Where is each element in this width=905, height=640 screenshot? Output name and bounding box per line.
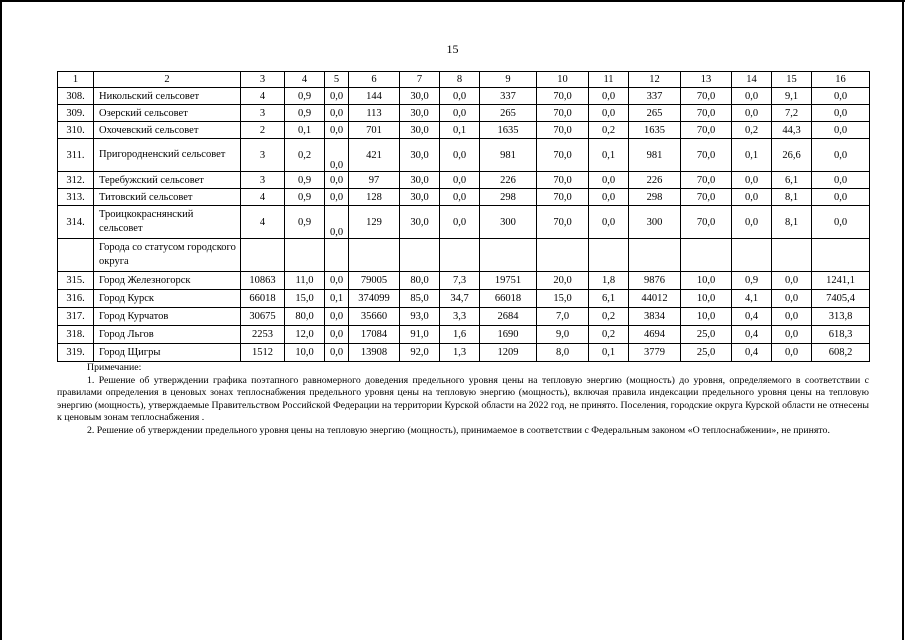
table-row	[58, 272, 870, 290]
value-cell: 0,9	[285, 88, 325, 105]
value-cell: 0,0	[325, 139, 349, 172]
value-cell: 0,0	[812, 88, 870, 105]
table-row	[58, 189, 870, 206]
value-cell: 30,0	[400, 139, 440, 172]
table-row	[58, 139, 870, 172]
empty-cell	[480, 239, 537, 272]
value-cell: 300	[629, 206, 681, 239]
value-cell: 313,8	[812, 308, 870, 326]
empty-cell	[241, 239, 285, 272]
value-cell: 0,0	[772, 308, 812, 326]
note-item-1: 1. Решение об утверждении графика поэтапного равномерного доведения предельного уровня цены на тепловую энергию (мощность) до уровня, определяемого в соответствии с правилами определения в ценовых зонах теплоснабжения предельного уровня цены на тепловую энергию (мощность), включая правила индексации предельного уровня цены на тепловую энергию (мощность), утверждаемые Правительством Российской Федерации на территории Курской области на 2022 год, не принято. Поселения, городские округа Курской области не отнесены к ценовым зонам теплоснабжения .	[57, 374, 869, 423]
note-item-2: 2. Решение об утверждении предельного уровня цены на тепловую энергию (мощность), принимаемое в соответствии с Федеральным законом «О теплоснабжении», не принято.	[87, 424, 830, 436]
empty-cell	[400, 239, 440, 272]
value-cell: 70,0	[681, 88, 732, 105]
value-cell: 0,0	[325, 344, 349, 362]
row-number-cell: 315.	[58, 272, 94, 290]
table-row	[58, 105, 870, 122]
header-cell: 11	[589, 72, 629, 88]
empty-cell	[589, 239, 629, 272]
table-header-row	[58, 72, 870, 88]
value-cell: 4	[241, 206, 285, 239]
value-cell: 30675	[241, 308, 285, 326]
value-cell: 113	[349, 105, 400, 122]
page-number: 15	[446, 42, 459, 56]
value-cell: 3	[241, 105, 285, 122]
value-cell: 1635	[629, 122, 681, 139]
value-cell: 0,0	[440, 105, 480, 122]
value-cell: 7,3	[440, 272, 480, 290]
value-cell: 0,1	[589, 139, 629, 172]
value-cell: 374099	[349, 290, 400, 308]
value-cell: 4,1	[732, 290, 772, 308]
value-cell: 2684	[480, 308, 537, 326]
value-cell: 701	[349, 122, 400, 139]
value-cell: 1241,1	[812, 272, 870, 290]
value-cell: 0,9	[285, 105, 325, 122]
value-cell: 0,4	[732, 308, 772, 326]
value-cell: 70,0	[681, 122, 732, 139]
value-cell: 3834	[629, 308, 681, 326]
row-number-cell: 311.	[58, 139, 94, 172]
value-cell: 0,0	[440, 139, 480, 172]
scan-edge-top	[0, 0, 905, 2]
value-cell: 0,0	[812, 189, 870, 206]
value-cell: 10,0	[681, 290, 732, 308]
value-cell: 0,0	[772, 344, 812, 362]
value-cell: 0,0	[440, 88, 480, 105]
value-cell: 3	[241, 139, 285, 172]
data-table	[57, 71, 870, 362]
value-cell: 0,1	[285, 122, 325, 139]
value-cell: 70,0	[537, 139, 589, 172]
value-cell: 70,0	[537, 206, 589, 239]
value-cell: 4694	[629, 326, 681, 344]
value-cell: 0,0	[589, 172, 629, 189]
value-cell: 10,0	[681, 308, 732, 326]
value-cell: 66018	[480, 290, 537, 308]
row-name-cell: Город Щигры	[94, 344, 241, 362]
value-cell: 44,3	[772, 122, 812, 139]
section-header-row	[58, 239, 870, 272]
value-cell: 0,0	[589, 88, 629, 105]
table-row	[58, 290, 870, 308]
value-cell: 0,1	[589, 344, 629, 362]
value-cell: 337	[480, 88, 537, 105]
value-cell: 0,0	[732, 105, 772, 122]
value-cell: 9876	[629, 272, 681, 290]
empty-cell	[681, 239, 732, 272]
value-cell: 0,0	[325, 326, 349, 344]
value-cell: 0,0	[325, 172, 349, 189]
value-cell: 20,0	[537, 272, 589, 290]
row-name-cell: Троицкокраснянский сельсовет	[94, 206, 241, 239]
value-cell: 15,0	[537, 290, 589, 308]
value-cell: 70,0	[681, 105, 732, 122]
header-cell: 3	[241, 72, 285, 88]
section-number-cell	[58, 239, 94, 272]
value-cell: 0,0	[812, 105, 870, 122]
empty-cell	[629, 239, 681, 272]
value-cell: 298	[480, 189, 537, 206]
value-cell: 265	[480, 105, 537, 122]
value-cell: 34,7	[440, 290, 480, 308]
value-cell: 25,0	[681, 344, 732, 362]
table-row	[58, 326, 870, 344]
value-cell: 0,0	[325, 272, 349, 290]
value-cell: 70,0	[537, 172, 589, 189]
value-cell: 0,0	[589, 206, 629, 239]
row-number-cell: 310.	[58, 122, 94, 139]
value-cell: 79005	[349, 272, 400, 290]
value-cell: 70,0	[537, 88, 589, 105]
value-cell: 226	[480, 172, 537, 189]
value-cell: 70,0	[681, 206, 732, 239]
value-cell: 0,1	[325, 290, 349, 308]
header-cell: 6	[349, 72, 400, 88]
header-cell: 4	[285, 72, 325, 88]
value-cell: 70,0	[537, 189, 589, 206]
value-cell: 0,0	[589, 189, 629, 206]
value-cell: 92,0	[400, 344, 440, 362]
value-cell: 97	[349, 172, 400, 189]
value-cell: 8,1	[772, 206, 812, 239]
value-cell: 70,0	[537, 122, 589, 139]
value-cell: 0,0	[325, 88, 349, 105]
notes-block	[57, 362, 869, 437]
value-cell: 144	[349, 88, 400, 105]
value-cell: 0,1	[732, 139, 772, 172]
value-cell: 0,0	[440, 172, 480, 189]
value-cell: 0,1	[440, 122, 480, 139]
header-cell: 12	[629, 72, 681, 88]
table-row	[58, 88, 870, 105]
value-cell: 7,2	[772, 105, 812, 122]
value-cell: 981	[480, 139, 537, 172]
value-cell: 2253	[241, 326, 285, 344]
value-cell: 265	[629, 105, 681, 122]
row-name-cell: Пригородненский сельсовет	[94, 139, 241, 172]
table-row	[58, 206, 870, 239]
row-number-cell: 319.	[58, 344, 94, 362]
value-cell: 300	[480, 206, 537, 239]
value-cell: 70,0	[681, 139, 732, 172]
value-cell: 0,0	[772, 290, 812, 308]
row-name-cell: Никольский сельсовет	[94, 88, 241, 105]
row-number-cell: 314.	[58, 206, 94, 239]
value-cell: 6,1	[589, 290, 629, 308]
value-cell: 0,0	[325, 206, 349, 239]
value-cell: 25,0	[681, 326, 732, 344]
value-cell: 0,0	[440, 189, 480, 206]
header-cell: 5	[325, 72, 349, 88]
value-cell: 1512	[241, 344, 285, 362]
value-cell: 0,9	[285, 172, 325, 189]
value-cell: 13908	[349, 344, 400, 362]
value-cell: 30,0	[400, 88, 440, 105]
value-cell: 10,0	[681, 272, 732, 290]
empty-cell	[732, 239, 772, 272]
value-cell: 128	[349, 189, 400, 206]
value-cell: 298	[629, 189, 681, 206]
value-cell: 1,8	[589, 272, 629, 290]
row-name-cell: Титовский сельсовет	[94, 189, 241, 206]
value-cell: 2	[241, 122, 285, 139]
value-cell: 129	[349, 206, 400, 239]
table-row	[58, 308, 870, 326]
value-cell: 618,3	[812, 326, 870, 344]
value-cell: 0,0	[772, 272, 812, 290]
row-number-cell: 316.	[58, 290, 94, 308]
value-cell: 3779	[629, 344, 681, 362]
value-cell: 1,3	[440, 344, 480, 362]
value-cell: 30,0	[400, 122, 440, 139]
scan-edge-right	[902, 0, 904, 640]
row-number-cell: 317.	[58, 308, 94, 326]
empty-cell	[325, 239, 349, 272]
header-cell: 13	[681, 72, 732, 88]
value-cell: 0,2	[589, 122, 629, 139]
value-cell: 1,6	[440, 326, 480, 344]
value-cell: 70,0	[537, 105, 589, 122]
value-cell: 91,0	[400, 326, 440, 344]
row-number-cell: 309.	[58, 105, 94, 122]
value-cell: 0,2	[285, 139, 325, 172]
value-cell: 44012	[629, 290, 681, 308]
value-cell: 0,0	[812, 139, 870, 172]
row-number-cell: 308.	[58, 88, 94, 105]
header-cell: 2	[94, 72, 241, 88]
value-cell: 226	[629, 172, 681, 189]
value-cell: 30,0	[400, 206, 440, 239]
value-cell: 30,0	[400, 189, 440, 206]
value-cell: 70,0	[681, 189, 732, 206]
value-cell: 0,0	[589, 105, 629, 122]
value-cell: 0,0	[325, 189, 349, 206]
value-cell: 7405,4	[812, 290, 870, 308]
value-cell: 17084	[349, 326, 400, 344]
value-cell: 8,0	[537, 344, 589, 362]
header-cell: 8	[440, 72, 480, 88]
value-cell: 0,0	[732, 189, 772, 206]
value-cell: 6,1	[772, 172, 812, 189]
empty-cell	[812, 239, 870, 272]
value-cell: 0,0	[812, 172, 870, 189]
value-cell: 337	[629, 88, 681, 105]
row-name-cell: Город Железногорск	[94, 272, 241, 290]
value-cell: 9,1	[772, 88, 812, 105]
empty-cell	[440, 239, 480, 272]
value-cell: 0,9	[285, 206, 325, 239]
empty-cell	[537, 239, 589, 272]
value-cell: 0,0	[440, 206, 480, 239]
header-cell: 15	[772, 72, 812, 88]
value-cell: 10,0	[285, 344, 325, 362]
empty-cell	[772, 239, 812, 272]
value-cell: 85,0	[400, 290, 440, 308]
notes-title: Примечание:	[87, 362, 142, 373]
value-cell: 80,0	[285, 308, 325, 326]
row-number-cell: 312.	[58, 172, 94, 189]
value-cell: 93,0	[400, 308, 440, 326]
empty-cell	[285, 239, 325, 272]
value-cell: 35660	[349, 308, 400, 326]
value-cell: 8,1	[772, 189, 812, 206]
row-name-cell: Озерский сельсовет	[94, 105, 241, 122]
value-cell: 0,0	[812, 206, 870, 239]
section-header-cell: Города со статусом городского округа	[94, 239, 241, 272]
value-cell: 0,0	[325, 122, 349, 139]
value-cell: 0,0	[772, 326, 812, 344]
header-cell: 9	[480, 72, 537, 88]
value-cell: 0,0	[325, 105, 349, 122]
value-cell: 3	[241, 172, 285, 189]
value-cell: 1635	[480, 122, 537, 139]
value-cell: 26,6	[772, 139, 812, 172]
header-cell: 14	[732, 72, 772, 88]
value-cell: 80,0	[400, 272, 440, 290]
value-cell: 11,0	[285, 272, 325, 290]
value-cell: 7,0	[537, 308, 589, 326]
value-cell: 0,2	[589, 326, 629, 344]
header-cell: 1	[58, 72, 94, 88]
row-name-cell: Охочевский сельсовет	[94, 122, 241, 139]
row-number-cell: 313.	[58, 189, 94, 206]
row-name-cell: Город Курск	[94, 290, 241, 308]
table-row	[58, 172, 870, 189]
value-cell: 0,9	[285, 189, 325, 206]
row-name-cell: Город Курчатов	[94, 308, 241, 326]
value-cell: 30,0	[400, 105, 440, 122]
value-cell: 0,2	[732, 122, 772, 139]
value-cell: 0,4	[732, 326, 772, 344]
value-cell: 0,0	[732, 88, 772, 105]
value-cell: 0,0	[325, 308, 349, 326]
value-cell: 3,3	[440, 308, 480, 326]
value-cell: 10863	[241, 272, 285, 290]
value-cell: 66018	[241, 290, 285, 308]
value-cell: 19751	[480, 272, 537, 290]
value-cell: 4	[241, 189, 285, 206]
table-row	[58, 344, 870, 362]
value-cell: 0,2	[589, 308, 629, 326]
value-cell: 421	[349, 139, 400, 172]
value-cell: 0,9	[732, 272, 772, 290]
value-cell: 608,2	[812, 344, 870, 362]
empty-cell	[349, 239, 400, 272]
value-cell: 981	[629, 139, 681, 172]
row-name-cell: Город Льгов	[94, 326, 241, 344]
value-cell: 4	[241, 88, 285, 105]
scan-edge-left	[0, 0, 2, 640]
value-cell: 1690	[480, 326, 537, 344]
table-row	[58, 122, 870, 139]
value-cell: 15,0	[285, 290, 325, 308]
value-cell: 0,0	[732, 206, 772, 239]
value-cell: 0,0	[732, 172, 772, 189]
value-cell: 0,0	[812, 122, 870, 139]
value-cell: 1209	[480, 344, 537, 362]
header-cell: 10	[537, 72, 589, 88]
value-cell: 0,4	[732, 344, 772, 362]
value-cell: 12,0	[285, 326, 325, 344]
value-cell: 9,0	[537, 326, 589, 344]
value-cell: 30,0	[400, 172, 440, 189]
header-cell: 16	[812, 72, 870, 88]
row-number-cell: 318.	[58, 326, 94, 344]
table-body	[58, 72, 870, 362]
header-cell: 7	[400, 72, 440, 88]
row-name-cell: Теребужский сельсовет	[94, 172, 241, 189]
value-cell: 70,0	[681, 172, 732, 189]
